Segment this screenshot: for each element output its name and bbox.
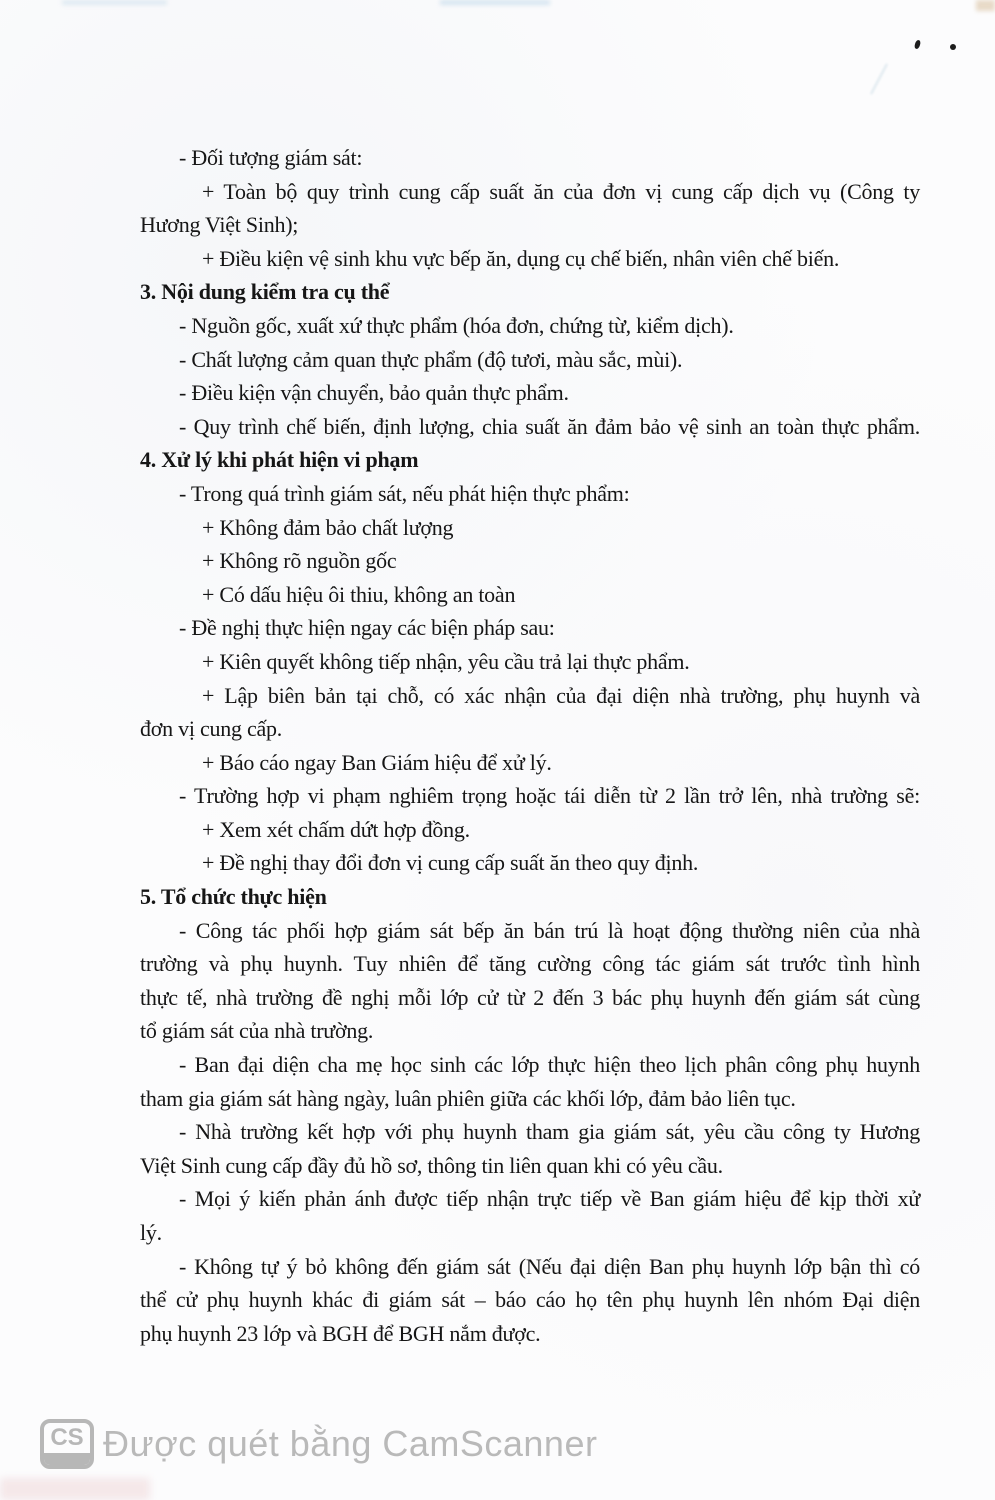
doc-line: tham gia giám sát hàng ngày, luân phiên giữa các khối lớp, đảm bảo liên tục. bbox=[140, 1085, 796, 1111]
camscanner-logo-icon bbox=[40, 1419, 94, 1469]
doc-line: - Quy trình chế biến, định lượng, chia suất ăn đảm bảo vệ sinh an toàn thực phẩm. bbox=[179, 413, 920, 439]
doc-line: - Đối tượng giám sát: bbox=[179, 145, 363, 170]
doc-line: + Không rõ nguồn gốc bbox=[202, 548, 397, 574]
doc-line: + Toàn bộ quy trình cung cấp suất ăn của đơn vị cung cấp dịch vụ (Công ty bbox=[202, 178, 920, 204]
doc-line: thể cử phụ huynh khác đi giám sát – báo cáo họ tên phụ huynh lên nhóm Đại diện bbox=[140, 1287, 920, 1313]
scan-smudge bbox=[0, 1478, 150, 1500]
scan-speck bbox=[914, 39, 922, 49]
doc-heading: 3. Nội dung kiểm tra cụ thể bbox=[140, 279, 390, 305]
doc-line: - Trong quá trình giám sát, nếu phát hiện thực phẩm: bbox=[179, 480, 630, 506]
camscanner-logo-bar bbox=[44, 1453, 90, 1465]
doc-line: + Đề nghị thay đổi đơn vị cung cấp suất ăn theo quy định. bbox=[202, 850, 699, 876]
doc-line: thực tế, nhà trường đề nghị mỗi lớp cử từ 2 đến 3 bác phụ huynh đến giám sát cùng bbox=[140, 984, 920, 1010]
doc-line: tổ giám sát của nhà trường. bbox=[140, 1018, 374, 1044]
doc-line: - Trường hợp vi phạm nghiêm trọng hoặc tái diễn từ 2 lần trở lên, nhà trường sẽ: bbox=[179, 783, 920, 809]
doc-line: - Mọi ý kiến phản ánh được tiếp nhận trực tiếp về Ban giám hiệu để kịp thời xử bbox=[179, 1186, 920, 1212]
doc-line: - Chất lượng cảm quan thực phẩm (độ tươi, màu sắc, mùi). bbox=[179, 346, 683, 372]
scan-smudge bbox=[976, 0, 995, 11]
doc-line: + Điều kiện vệ sinh khu vực bếp ăn, dụng cụ chế biến, nhân viên chế biến. bbox=[202, 245, 840, 271]
doc-line: - Ban đại diện cha mẹ học sinh các lớp thực hiện theo lịch phân công phụ huynh bbox=[179, 1052, 920, 1078]
doc-line: + Có dấu hiệu ôi thiu, không an toàn bbox=[202, 581, 516, 607]
doc-line: - Không tự ý bỏ không đến giám sát (Nếu đại diện Ban phụ huynh lớp bận thì có bbox=[179, 1253, 920, 1279]
doc-line: - Nguồn gốc, xuất xứ thực phẩm (hóa đơn, chứng từ, kiểm dịch). bbox=[179, 312, 734, 338]
camscanner-logo-label: CS bbox=[50, 1424, 84, 1451]
scan-smudge bbox=[62, 0, 167, 5]
doc-line: - Nhà trường kết hợp với phụ huynh tham gia giám sát, yêu cầu công ty Hương bbox=[179, 1119, 920, 1145]
camscanner-footer bbox=[40, 1418, 597, 1470]
doc-line: - Công tác phối hợp giám sát bếp ăn bán trú là hoạt động thường niên của nhà bbox=[179, 917, 920, 943]
doc-line: - Điều kiện vận chuyển, bảo quản thực phẩm. bbox=[179, 380, 569, 406]
doc-line: + Báo cáo ngay Ban Giám hiệu để xử lý. bbox=[202, 749, 552, 775]
doc-line: phụ huynh 23 lớp và BGH để BGH nắm được. bbox=[140, 1320, 541, 1346]
doc-heading: 5. Tổ chức thực hiện bbox=[140, 884, 327, 910]
scan-speck bbox=[950, 44, 956, 50]
doc-line: + Xem xét chấm dứt hợp đồng. bbox=[202, 816, 470, 842]
camscanner-caption: Được quét bằng CamScanner bbox=[103, 1423, 598, 1464]
doc-line: trường và phụ huynh. Tuy nhiên để tăng cường công tác giám sát trước tình hình bbox=[140, 951, 920, 977]
document-text-block bbox=[140, 141, 920, 1350]
doc-line: Hương Việt Sinh); bbox=[140, 212, 299, 238]
doc-heading: 4. Xử lý khi phát hiện vi phạm bbox=[140, 447, 419, 473]
doc-line: lý. bbox=[140, 1220, 162, 1245]
doc-line: + Không đảm bảo chất lượng bbox=[202, 514, 454, 540]
doc-line: + Kiên quyết không tiếp nhận, yêu cầu trả lại thực phẩm. bbox=[202, 648, 690, 674]
doc-line: Việt Sinh cung cấp đầy đủ hồ sơ, thông tin liên quan khi có yêu cầu. bbox=[140, 1152, 723, 1178]
scan-scratch bbox=[870, 64, 888, 95]
doc-line: đơn vị cung cấp. bbox=[140, 716, 283, 742]
doc-line: + Lập biên bản tại chỗ, có xác nhận của đại diện nhà trường, phụ huynh và bbox=[202, 682, 920, 708]
doc-line: - Đề nghị thực hiện ngay các biện pháp sau: bbox=[179, 615, 555, 641]
scan-smudge bbox=[440, 0, 550, 5]
